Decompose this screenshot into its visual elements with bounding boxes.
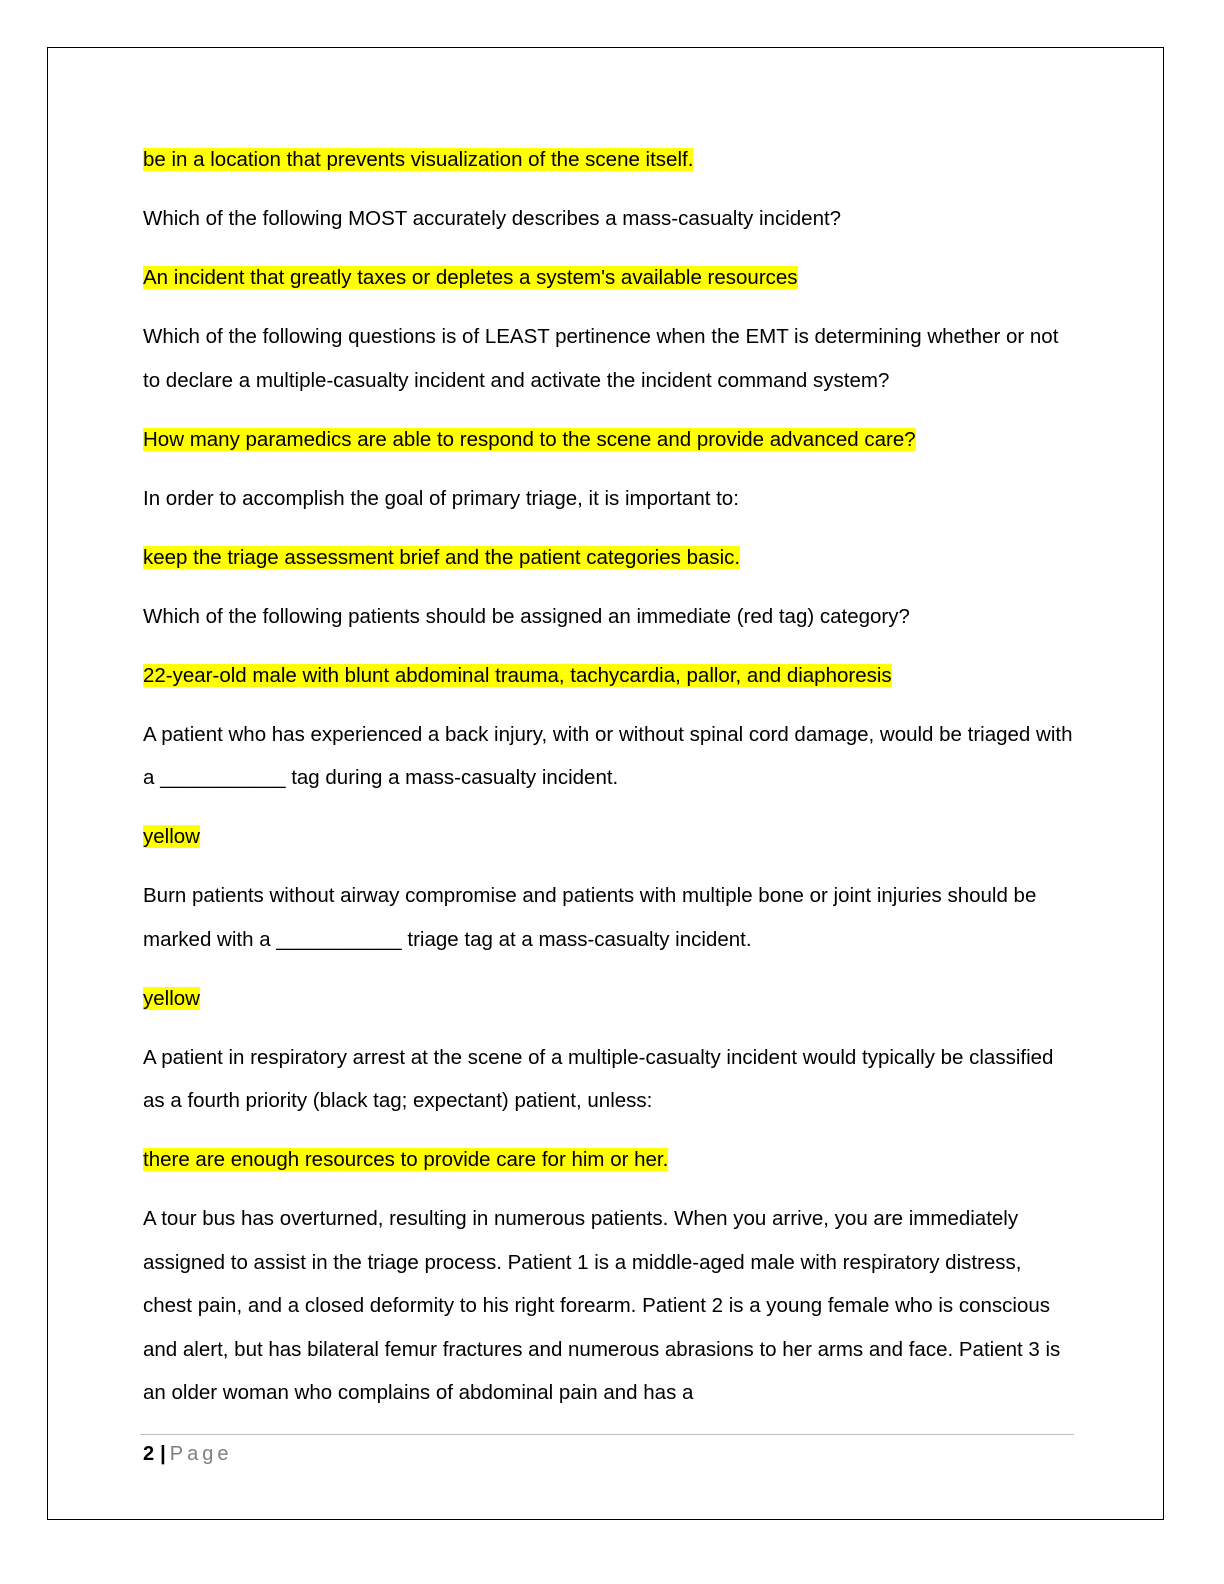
page-footer bbox=[143, 1438, 232, 1470]
answer-highlight: be in a location that prevents visualization of the scene itself. bbox=[143, 148, 694, 171]
paragraph-7 bbox=[143, 536, 1073, 580]
paragraph-11 bbox=[143, 815, 1073, 859]
question-text: A patient who has experienced a back injury, with or without spinal cord damage, would be triaged with a ___________ tag during a mass-casualty incident. bbox=[143, 722, 1073, 789]
paragraph-4 bbox=[143, 315, 1073, 402]
page-number: 2 bbox=[143, 1443, 155, 1465]
paragraph-8 bbox=[143, 595, 1073, 639]
footer-divider bbox=[140, 1434, 1074, 1435]
answer-highlight: yellow bbox=[143, 986, 200, 1010]
paragraph-1 bbox=[143, 138, 1073, 182]
page-label: Page bbox=[169, 1443, 233, 1465]
paragraph-5 bbox=[143, 418, 1073, 462]
paragraph-3 bbox=[143, 256, 1073, 300]
paragraph-15 bbox=[143, 1138, 1073, 1182]
answer-highlight: 22-year-old male with blunt abdominal trauma, tachycardia, pallor, and diaphoresis bbox=[143, 663, 892, 687]
paragraph-14 bbox=[143, 1036, 1073, 1123]
paragraph-13 bbox=[143, 977, 1073, 1021]
footer-separator: | bbox=[160, 1443, 166, 1465]
paragraph-9 bbox=[143, 654, 1073, 698]
paragraph-10 bbox=[143, 713, 1073, 800]
paragraph-12 bbox=[143, 874, 1073, 961]
answer-highlight: How many paramedics are able to respond to the scene and provide advanced care? bbox=[143, 427, 916, 451]
question-text: Which of the following questions is of LEAST pertinence when the EMT is determining whether or not to declare a multiple-casualty incident and activate the incident command system? bbox=[143, 325, 1059, 392]
paragraph-6 bbox=[143, 477, 1073, 521]
question-text: Which of the following MOST accurately describes a mass-casualty incident? bbox=[143, 207, 842, 230]
question-text: Which of the following patients should be assigned an immediate (red tag) category? bbox=[143, 604, 910, 628]
answer-highlight: An incident that greatly taxes or depletes a system's available resources bbox=[143, 266, 798, 289]
paragraph-2 bbox=[143, 197, 1073, 241]
answer-highlight: there are enough resources to provide care for him or her. bbox=[143, 1148, 669, 1171]
question-text: A patient in respiratory arrest at the scene of a multiple-casualty incident would typically be classified as a fourth priority (black tag; expectant) patient, unless: bbox=[143, 1045, 1054, 1112]
question-text: In order to accomplish the goal of primary triage, it is important to: bbox=[143, 486, 739, 510]
question-text: Burn patients without airway compromise and patients with multiple bone or joint injuries should be marked with a ___________ triage tag at a mass-casualty incident. bbox=[143, 884, 1037, 951]
question-text: A tour bus has overturned, resulting in numerous patients. When you arrive, you are immediately assigned to assist in the triage process. Patient 1 is a middle-aged male with respiratory distress, chest pain, and a closed deformity to his right forearm. Patient 2 is a young female who is conscious and alert, but has bilateral femur fractures and numerous abrasions to her arms and face. Patient 3 is an older woman who complains of abdominal pain and has a bbox=[143, 1207, 1061, 1404]
document-body bbox=[143, 138, 1073, 1430]
answer-highlight: yellow bbox=[143, 825, 200, 848]
answer-highlight: keep the triage assessment brief and the patient categories basic. bbox=[143, 545, 741, 569]
paragraph-16 bbox=[143, 1197, 1073, 1415]
